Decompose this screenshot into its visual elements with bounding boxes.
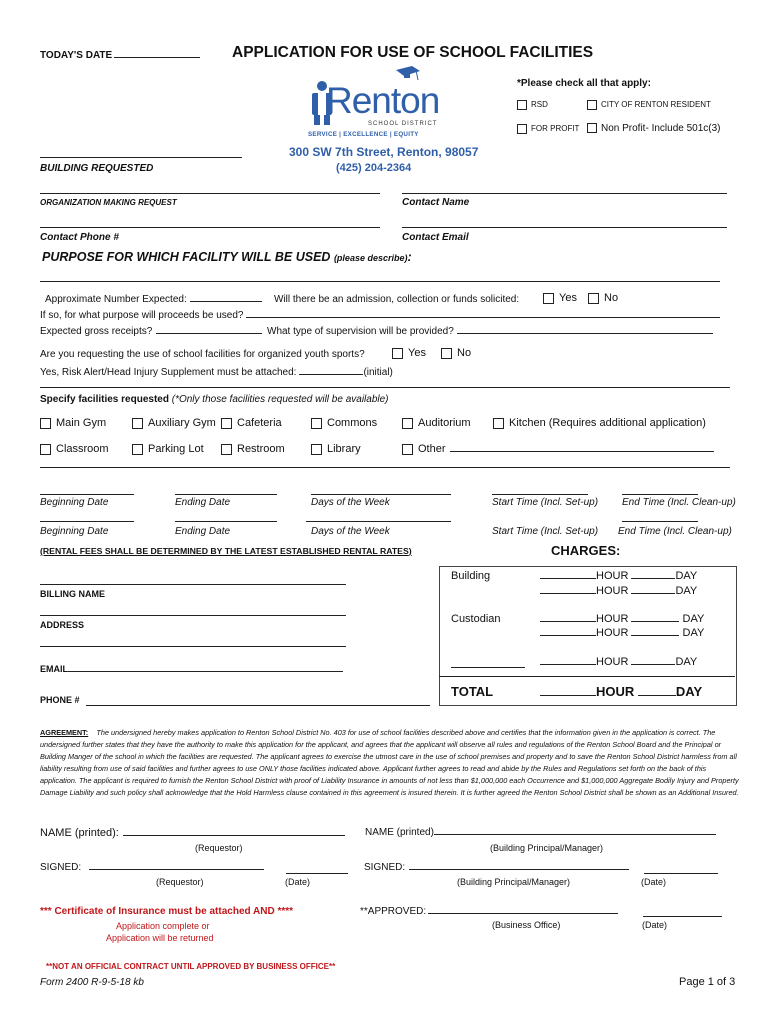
- begin-date-line-2[interactable]: [40, 521, 134, 522]
- not-official-notice: **NOT AN OFFICIAL CONTRACT UNTIL APPROVED BY BUSINESS OFFICE**: [46, 962, 336, 971]
- building-label: BUILDING REQUESTED: [40, 163, 154, 174]
- facility-classroom[interactable]: Classroom: [40, 443, 109, 455]
- insurance-notice: *** Certificate of Insurance must be attached AND ****: [40, 906, 294, 917]
- checkbox-icon[interactable]: [493, 418, 504, 429]
- contact-email-label: Contact Email: [402, 232, 469, 243]
- logo-tagline: SERVICE | EXCELLENCE | EQUITY: [308, 131, 419, 138]
- other-field[interactable]: [450, 451, 714, 452]
- signed-principal-field[interactable]: [409, 869, 629, 870]
- days-line-2[interactable]: [306, 521, 451, 522]
- proceeds-label: If so, for what purpose will proceeds be used?: [40, 310, 720, 321]
- gross-label: Expected gross receipts?: [40, 326, 262, 337]
- charges-title: CHARGES:: [551, 543, 621, 558]
- facilities-heading: Specify facilities requested (*Only those facilities requested will be available): [40, 394, 389, 405]
- date-caption-2: (Date): [641, 877, 667, 887]
- name-principal-field[interactable]: [434, 834, 716, 835]
- checkbox-icon[interactable]: [311, 418, 322, 429]
- requestor-caption: (Requestor): [195, 843, 243, 853]
- page-number: Page 1 of 3: [679, 976, 736, 988]
- custodian-charge-label: Custodian: [451, 613, 501, 625]
- email-label: EMAIL: [40, 664, 343, 674]
- total-label: TOTAL: [451, 684, 494, 699]
- facility-library[interactable]: Library: [311, 443, 361, 455]
- email-field[interactable]: [68, 671, 343, 672]
- org-line[interactable]: [40, 193, 380, 194]
- phone-line[interactable]: [86, 705, 430, 706]
- facility-restroom[interactable]: Restroom: [221, 443, 285, 455]
- gross-field[interactable]: [156, 333, 262, 334]
- page-title: APPLICATION FOR USE OF SCHOOL FACILITIES: [232, 44, 594, 61]
- building-charge-label: Building: [451, 570, 491, 582]
- checkbox-icon[interactable]: [517, 124, 527, 134]
- approved-field[interactable]: [428, 913, 618, 914]
- checkbox-icon[interactable]: [40, 444, 51, 455]
- start-time-line-1[interactable]: [492, 494, 588, 495]
- facility-other[interactable]: Other: [402, 443, 714, 455]
- signed-requestor: SIGNED:: [40, 862, 264, 873]
- date-caption-3: (Date): [642, 920, 668, 930]
- renton-logo: [308, 66, 443, 142]
- address-line[interactable]: [40, 615, 346, 616]
- end-time-line-2[interactable]: [622, 521, 698, 522]
- contact-name-line[interactable]: [402, 193, 727, 194]
- custodian-charge-row-2[interactable]: HOUR DAY: [540, 627, 704, 639]
- other-charge-row[interactable]: HOUR DAY: [540, 656, 697, 668]
- attendance-field[interactable]: [190, 301, 262, 302]
- district-address: 300 SW 7th Street, Renton, 98057: [289, 145, 479, 159]
- checkbox-icon[interactable]: [588, 293, 599, 304]
- billing-name-label: BILLING NAME: [40, 589, 105, 599]
- facility-main-gym[interactable]: Main Gym: [40, 417, 106, 429]
- initial-field[interactable]: [299, 374, 363, 375]
- checkbox-icon[interactable]: [402, 418, 413, 429]
- begin-date-label: Beginning Date: [40, 497, 109, 508]
- form-number: Form 2400 R-9-5-18 kb: [40, 977, 144, 988]
- incomplete-notice-1: Application complete or: [116, 921, 210, 931]
- end-time-label: End Time (Incl. Clean-up): [622, 497, 736, 508]
- checkbox-icon[interactable]: [40, 418, 51, 429]
- checkbox-icon[interactable]: [587, 123, 597, 133]
- checkbox-icon[interactable]: [132, 444, 143, 455]
- checkbox-icon[interactable]: [543, 293, 554, 304]
- end-date-label: Ending Date: [175, 526, 231, 537]
- requestor-caption-2: (Requestor): [156, 877, 204, 887]
- billing-name-line[interactable]: [40, 584, 346, 585]
- name-requestor-field[interactable]: [123, 835, 345, 836]
- begin-date-label: Beginning Date: [40, 526, 109, 537]
- check-rsd[interactable]: RSD: [517, 100, 548, 110]
- check-non-profit[interactable]: Non Profit- Include 501c(3): [587, 123, 721, 134]
- days-label: Days of the Week: [311, 526, 390, 537]
- building-line[interactable]: [40, 157, 242, 158]
- name-printed-requestor: NAME (printed):: [40, 827, 345, 839]
- check-city-resident[interactable]: CITY OF RENTON RESIDENT: [587, 100, 711, 110]
- start-time-label: Start Time (Incl. Set-up): [492, 526, 599, 537]
- building-charge-row[interactable]: HOUR DAY: [540, 570, 697, 582]
- approved-label: **APPROVED:: [360, 906, 618, 917]
- incomplete-notice-2: Application will be returned: [106, 933, 214, 943]
- start-time-label: Start Time (Incl. Set-up): [492, 497, 599, 508]
- days-label: Days of the Week: [311, 497, 390, 508]
- facility-auditorium[interactable]: Auditorium: [402, 417, 471, 429]
- admission-no[interactable]: No: [588, 292, 618, 304]
- divider: [40, 387, 730, 388]
- youth-no[interactable]: No: [441, 347, 471, 359]
- principal-caption-2: (Building Principal/Manager): [457, 877, 571, 887]
- facility-cafeteria[interactable]: Cafeteria: [221, 417, 282, 429]
- signed-principal-date-line[interactable]: [644, 873, 718, 874]
- checkbox-icon[interactable]: [402, 444, 413, 455]
- logo-wordmark: Renton: [326, 80, 440, 121]
- checkbox-icon[interactable]: [392, 348, 403, 359]
- purpose-line[interactable]: [40, 281, 720, 282]
- check-title: *Please check all that apply:: [517, 78, 651, 89]
- contact-email-line[interactable]: [402, 227, 727, 228]
- checkbox-icon[interactable]: [221, 444, 232, 455]
- risk-label: Yes, Risk Alert/Head Injury Supplement must be attached: (initial): [40, 367, 393, 378]
- supervision-field[interactable]: [457, 333, 713, 334]
- signed-requestor-field[interactable]: [89, 869, 264, 870]
- end-time-label: End Time (Incl. Clean-up): [618, 526, 732, 537]
- purpose-heading: PURPOSE FOR WHICH FACILITY WILL BE USED (please describe):: [42, 250, 412, 264]
- admission-question: Will there be an admission, collection or funds solicited:: [274, 294, 520, 305]
- rental-note: (RENTAL FEES SHALL BE DETERMINED BY THE LATEST ESTABLISHED RENTAL RATES): [40, 546, 412, 556]
- building-charge-row-2[interactable]: HOUR DAY: [540, 585, 697, 597]
- date-caption: (Date): [285, 877, 311, 887]
- youth-yes[interactable]: Yes: [392, 347, 426, 359]
- signed-principal: SIGNED:: [364, 862, 629, 873]
- contact-name-label: Contact Name: [402, 197, 470, 208]
- facility-commons[interactable]: Commons: [311, 417, 377, 429]
- signed-requestor-date-line[interactable]: [286, 873, 348, 874]
- district-phone: (425) 204-2364: [336, 162, 412, 174]
- check-for-profit[interactable]: FOR PROFIT: [517, 124, 579, 134]
- supervision-label: What type of supervision will be provided?: [267, 326, 713, 337]
- end-date-line-2[interactable]: [175, 521, 277, 522]
- org-label: ORGANIZATION MAKING REQUEST: [40, 198, 177, 207]
- agreement-text: AGREEMENT: The undersigned hereby makes application to Renton School District No. 403 for use of school facilities described above and certifies that the information given in the application is correct. The undersigned further states that they have the authority to make this application for the applicant, and agrees that the applicant will observe all rules and regulations of the Renton School Board and the Principal or Building Manger of the school in which the facilities are requested. The applicant agrees to exercise the utmost care in the use of school premises and property and to save the Renton School District harmless from all liability resulting from use of said facilities and further agrees to use ONLY those facilities indicated above. Applicant further agrees to read and abide by the Rules and Regulations set forth on the back of this application. The applicant is required to furnish the Renton School District with proof of Liability Insurance in amounts of not less than $1,000,000 each Occurrence and $1,000,000 Aggregate Bodily Injury and Property Damage Liability and such policy shall acknowledge that the Hold Harmless clause contained in this agreement is insured therein. It is further agreed the Renton School District shall be shown as an Additional Insured.: [40, 728, 739, 798]
- name-printed-principal: NAME (printed): [365, 827, 716, 838]
- facility-kitchen[interactable]: Kitchen (Requires additional application): [493, 417, 706, 429]
- business-office-caption: (Business Office): [492, 920, 561, 930]
- custodian-charge-row[interactable]: HOUR DAY: [540, 613, 704, 625]
- facility-auxiliary-gym[interactable]: Auxiliary Gym: [132, 417, 216, 429]
- checkbox-icon[interactable]: [311, 444, 322, 455]
- checkbox-icon[interactable]: [441, 348, 452, 359]
- checkbox-icon[interactable]: [221, 418, 232, 429]
- principal-caption: (Building Principal/Manager): [490, 843, 604, 853]
- begin-date-line-1[interactable]: [40, 494, 134, 495]
- contact-phone-line[interactable]: [40, 227, 380, 228]
- logo-subtitle: SCHOOL DISTRICT: [368, 121, 438, 127]
- address-line-2[interactable]: [40, 646, 346, 647]
- total-row[interactable]: HOUR DAY: [540, 684, 702, 699]
- divider: [40, 467, 730, 468]
- charges-total-divider: [439, 676, 735, 677]
- phone-label: PHONE #: [40, 695, 80, 705]
- attendance-label: Approximate Number Expected:: [45, 294, 262, 305]
- admission-yes[interactable]: Yes: [543, 292, 577, 304]
- checkbox-icon[interactable]: [132, 418, 143, 429]
- days-line-1[interactable]: [311, 494, 451, 495]
- date-field[interactable]: [114, 57, 200, 58]
- contact-phone-label: Contact Phone #: [40, 232, 119, 243]
- checkbox-icon[interactable]: [517, 100, 527, 110]
- facility-parking-lot[interactable]: Parking Lot: [132, 443, 204, 455]
- date-label: TODAY'S DATE: [40, 50, 200, 61]
- proceeds-field[interactable]: [246, 317, 720, 318]
- end-time-line-1[interactable]: [622, 494, 698, 495]
- end-date-label: Ending Date: [175, 497, 231, 508]
- end-date-line-1[interactable]: [175, 494, 277, 495]
- other-charge-line[interactable]: [451, 667, 525, 668]
- address-label: ADDRESS: [40, 620, 85, 630]
- approved-date-line[interactable]: [643, 916, 722, 917]
- checkbox-icon[interactable]: [587, 100, 597, 110]
- youth-question: Are you requesting the use of school facilities for organized youth sports?: [40, 349, 365, 360]
